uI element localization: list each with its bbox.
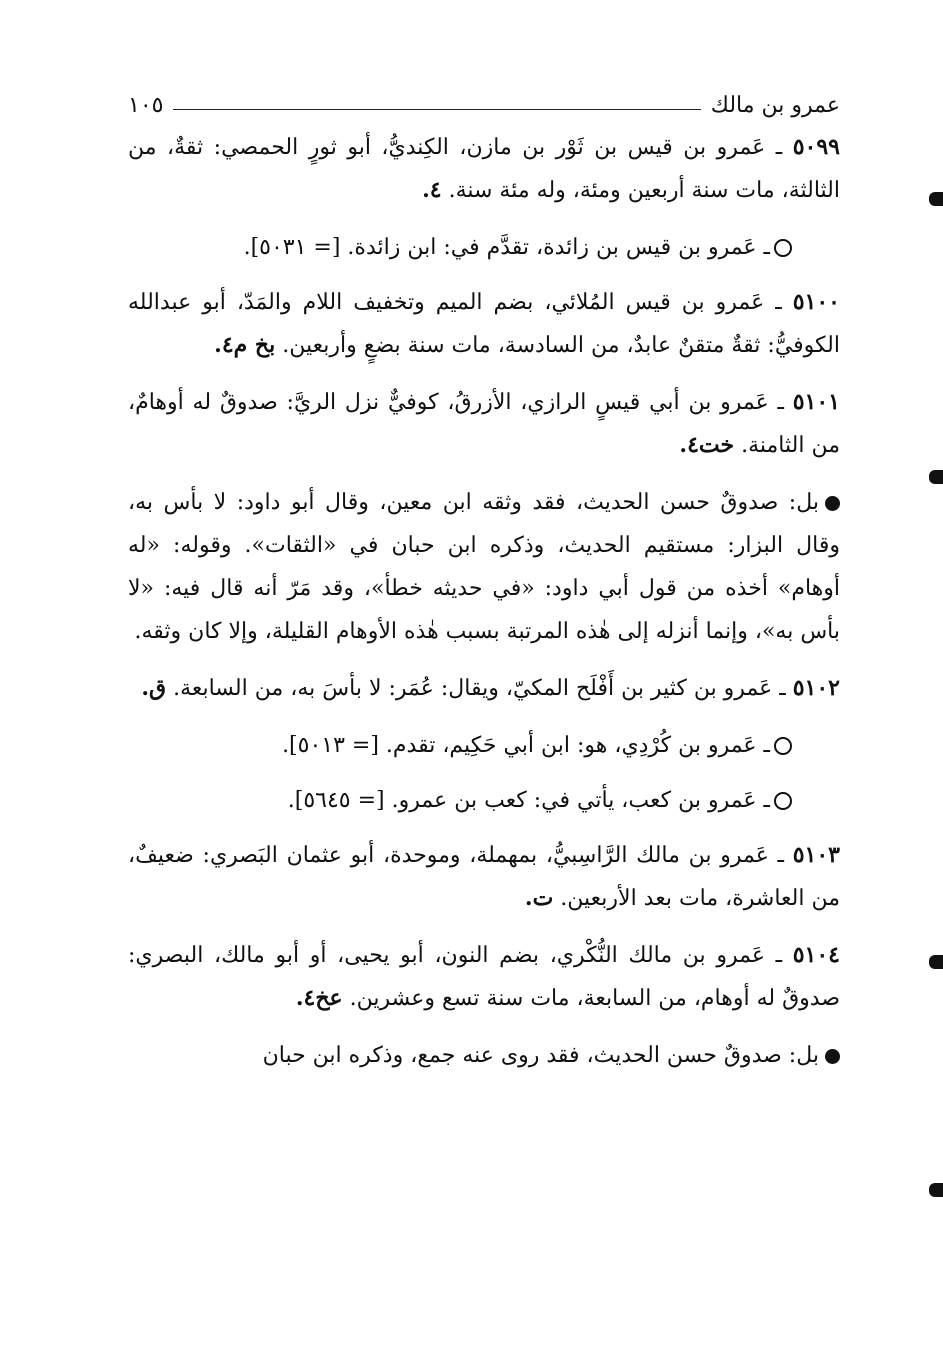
bullet-icon (825, 496, 840, 511)
entry-text: ـ عَمرو بن قيس بن ثَوْر بن مازن، الكِنديُّ، أبو ثورٍ الحمصي: ثقةٌ، من الثالثة، مات سنة أربعين ومئة، وله مئة سنة. (128, 135, 840, 203)
cross-reference-text: ـ عَمرو بن كُرْدِي، هو: ابن أبي حَكِيم، تقدم. [= ٥٠١٣]. (282, 733, 770, 758)
entry-5101 (128, 381, 840, 467)
entry-text: ـ عَمرو بن قيس المُلائي، بضم الميم وتخفيف اللام والمَدّ، أبو عبدالله الكوفيُّ: ثقةٌ متقنٌ عابدٌ، من السادسة، مات سنة بضعٍ وأربعين. (128, 290, 840, 358)
entry-number: ٥١٠١ (792, 389, 840, 415)
cross-reference (128, 724, 840, 767)
ring-icon (774, 239, 792, 257)
entry-text: ـ عَمرو بن كثير بن أَفْلَح المكيّ، ويقال: عُمَر: لا بأسَ به، من السابعة. (173, 676, 793, 701)
thumb-index-tab-icon (929, 1183, 943, 1197)
entry-5099 (128, 126, 840, 212)
bullet-icon (825, 1049, 840, 1064)
running-header (128, 84, 840, 118)
running-title: عمرو بن مالك (710, 93, 840, 118)
thumb-index-tab-icon (929, 470, 943, 484)
cross-reference-text: ـ عَمرو بن كعب، يأتي في: كعب بن عمرو. [= ٥٦٤٥]. (287, 788, 770, 813)
entry-symbol: ق. (141, 675, 167, 701)
thumb-index-tab-icon (929, 955, 943, 969)
editor-note (128, 1034, 840, 1077)
editor-note (128, 481, 840, 653)
entry-symbol: خت٤. (679, 432, 735, 458)
entry-text: ـ عَمرو بن مالك النُّكْري، بضم النون، أبو يحيى، أو أبو مالك، البصري: صدوقٌ له أوهام، من السابعة، مات سنة تسع وعشرين. (128, 943, 840, 1011)
entry-number: ٥١٠٣ (792, 842, 840, 868)
entry-symbol: بخ م٤. (214, 332, 276, 358)
cross-reference-text: ـ عَمرو بن قيس بن زائدة، تقدَّم في: ابن زائدة. [= ٥٠٣١]. (243, 235, 770, 260)
entry-number: ٥٠٩٩ (792, 134, 840, 160)
entry-5102 (128, 667, 840, 710)
entry-symbol: ٤. (422, 177, 442, 203)
thumb-index-tab-icon (929, 192, 943, 206)
entry-5104 (128, 934, 840, 1020)
entry-number: ٥١٠٢ (792, 675, 840, 701)
note-text: بل: صدوقٌ حسن الحديث، فقد وثقه ابن معين، وقال أبو داود: لا بأس به، وقال البزار: مستقيم الحديث، وذكره ابن حبان في «الثقات». وقوله: «له أوهام» أخذه من قول أبي داود: «في حديثه خطأ»، وقد مَرّ أنه قال فيه: «لا بأس به»، وإنما أنزله إلى هٰذه المرتبة بسبب هٰذه الأوهام القليلة، وإلا كان وثقه. (128, 490, 840, 644)
page-body (128, 84, 840, 1091)
ring-icon (774, 792, 792, 810)
ring-icon (774, 737, 792, 755)
entry-number: ٥١٠٤ (792, 942, 840, 968)
cross-reference (128, 779, 840, 822)
entry-number: ٥١٠٠ (792, 289, 840, 315)
entry-symbol: ت. (524, 885, 554, 911)
entry-5100 (128, 281, 840, 367)
entry-text: ـ عَمرو بن مالك الرَّاسِبيُّ، بمهملة، وموحدة، أبو عثمان البَصري: ضعيفٌ، من العاشرة، مات بعد الأربعين. (128, 843, 840, 911)
entry-text: ـ عَمرو بن أبي قيسٍ الرازي، الأزرقُ، كوفيٌّ نزل الريَّ: صدوقٌ له أوهامٌ، من الثامنة. (128, 390, 840, 458)
header-rule (173, 109, 700, 110)
entry-5103 (128, 834, 840, 920)
note-text: بل: صدوقٌ حسن الحديث، فقد روى عنه جمع، وذكره ابن حبان (262, 1043, 819, 1068)
entry-symbol: عخ٤. (295, 985, 343, 1011)
cross-reference (128, 226, 840, 269)
page-number: ١٠٥ (128, 93, 164, 118)
